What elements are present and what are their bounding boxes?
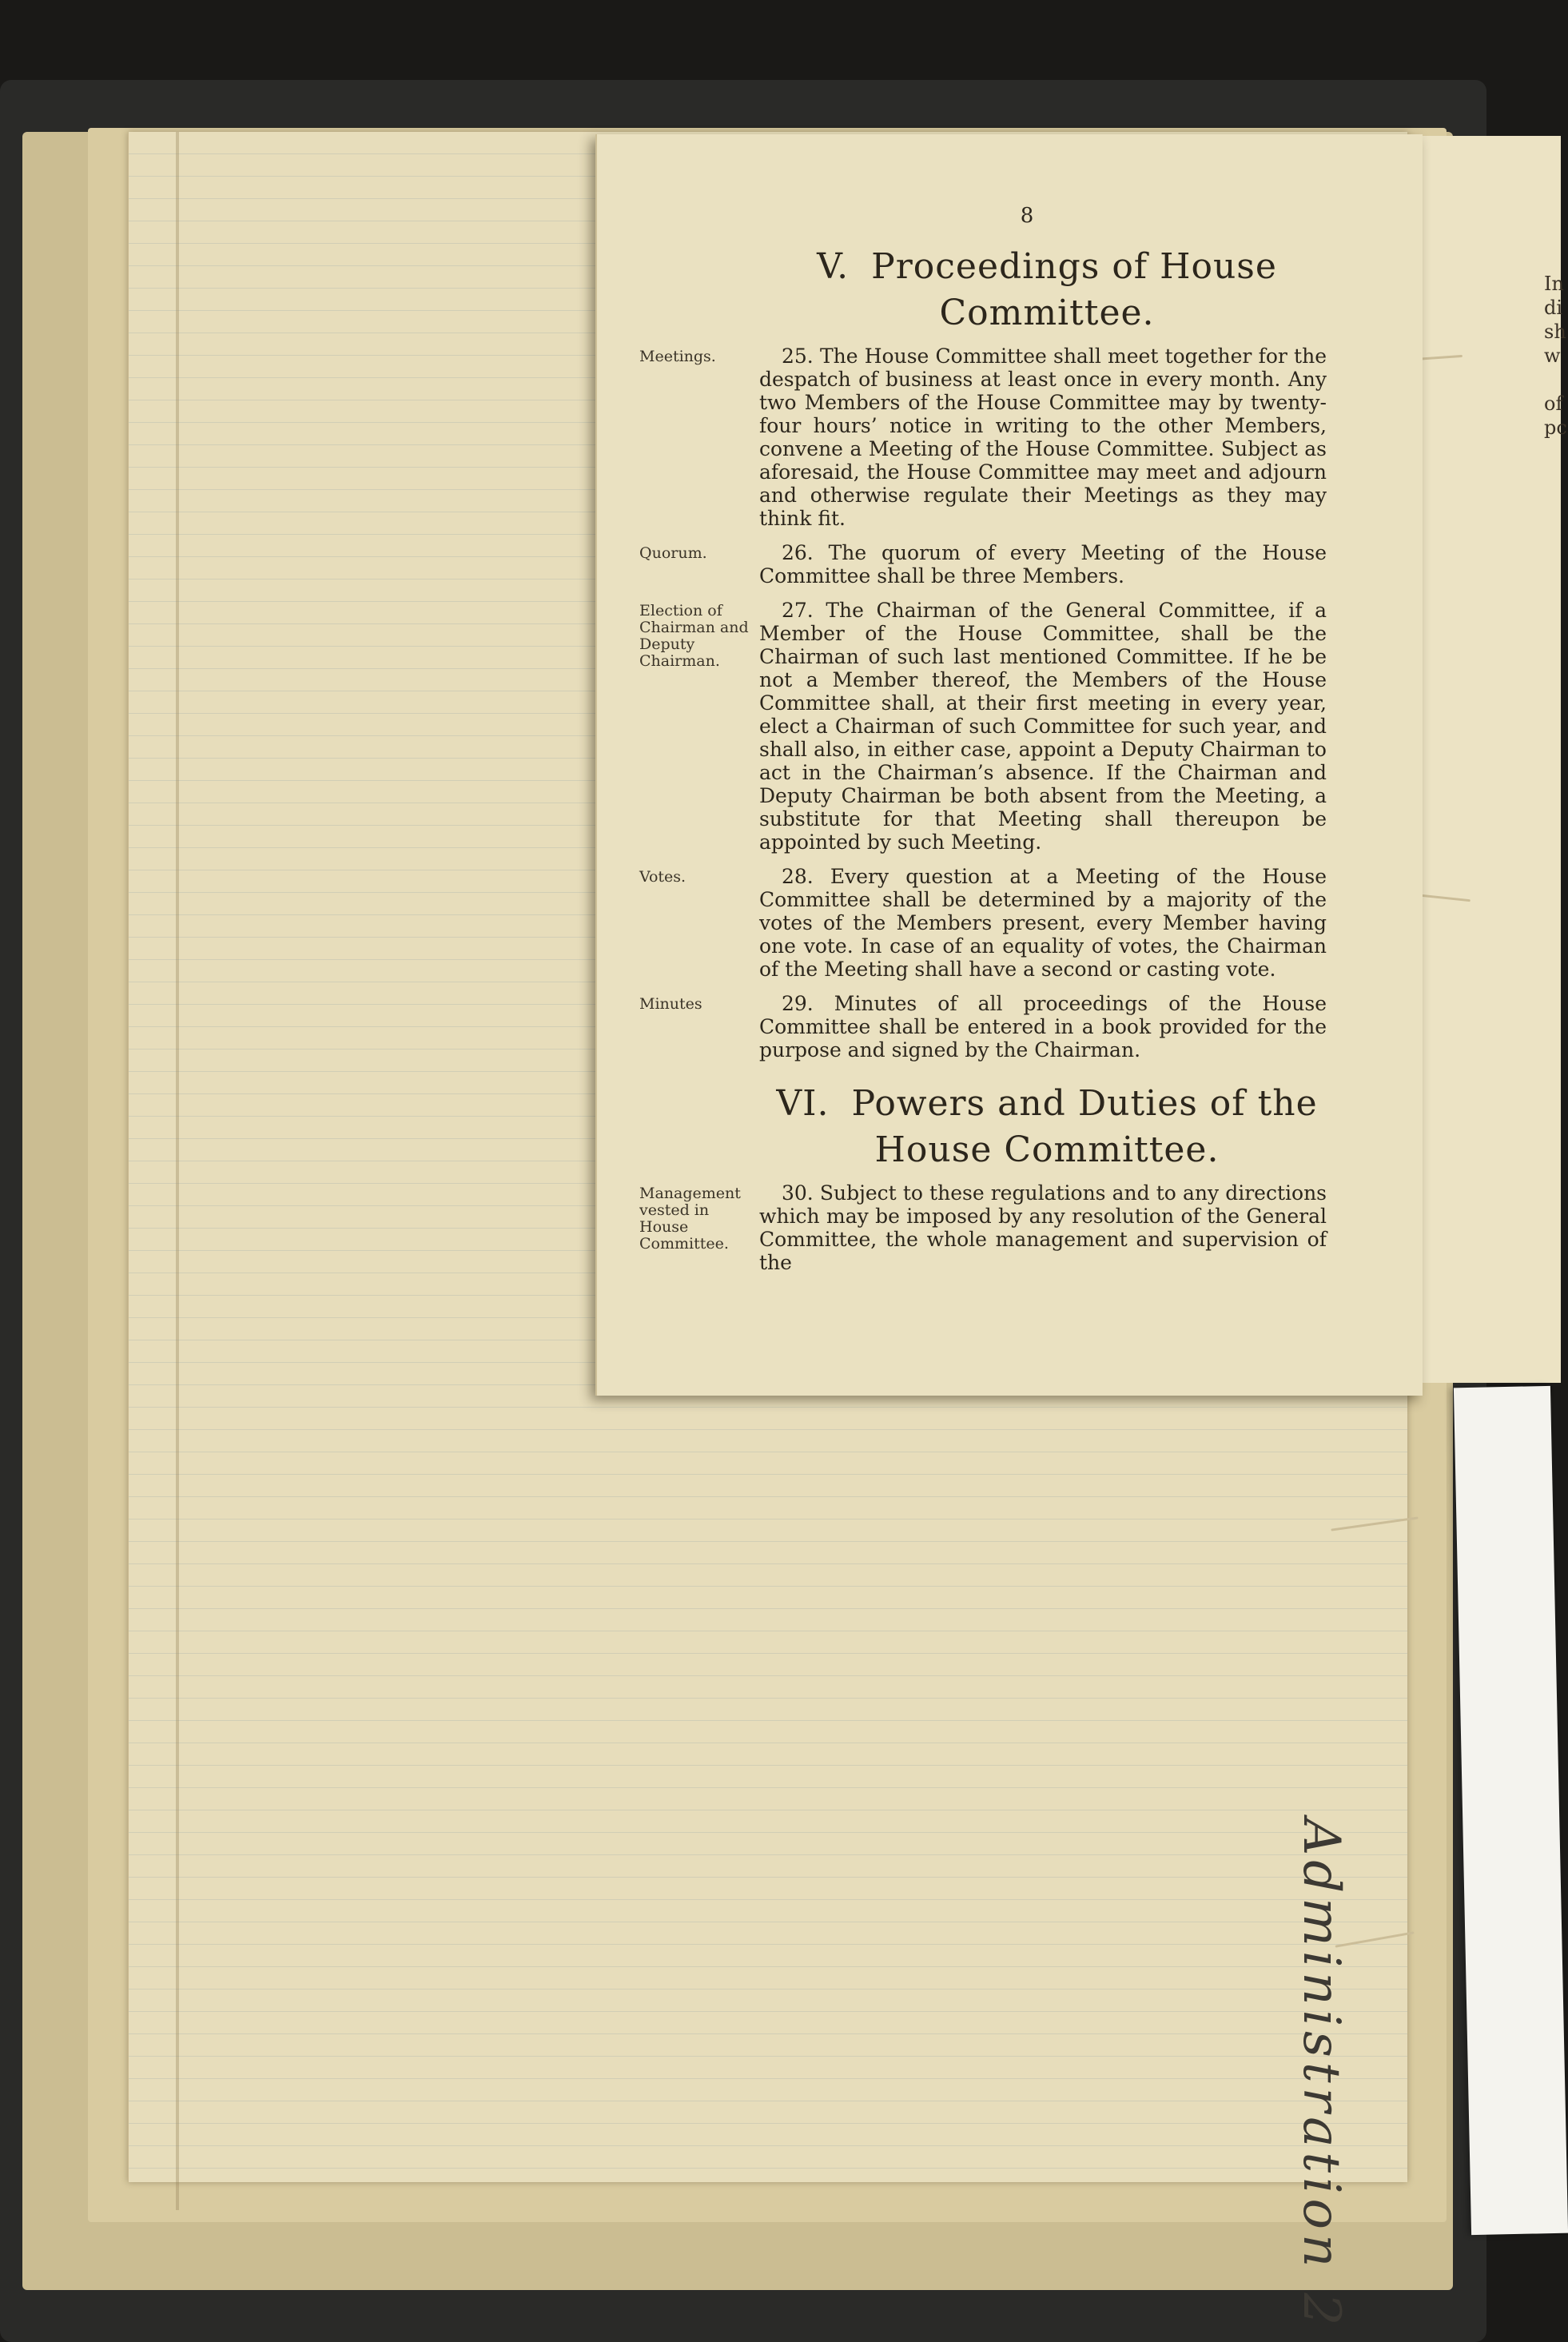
- paragraph-text: 29. Minutes of all proceedings of the House Committee shall be entered in a book provided for the purpose and signed by the Chairman.: [759, 992, 1327, 1061]
- section-title-line1: Powers and Duties of the: [851, 1083, 1318, 1124]
- section-title-line2: Committee.: [939, 293, 1155, 333]
- paragraph-text: 27. The Chairman of the General Committee, if a Member of the House Committee, shall be the Chairman of such last mentioned Committee. If he be not a Member thereof, the Members of the House Committee shall, at their first meeting in every year, elect a Chairman of such Committee for such year, and shall also, in either case, appoint a Deputy Chairman to act in the Chairman’s absence. If the Chairman and Deputy Chairman be both absent from the Meeting, a substitute for that Meeting shall thereupon be appointed by such Meeting.: [759, 599, 1327, 854]
- facing-page-line: w: [1544, 345, 1561, 367]
- margin-note: Meetings.: [639, 348, 716, 365]
- section-v: [639, 244, 1327, 1061]
- facing-page: [1421, 136, 1567, 1383]
- paragraph-block: [639, 345, 1327, 530]
- page-number: 8: [1020, 204, 1034, 228]
- section-heading: [639, 244, 1327, 337]
- facing-page-line: [1544, 368, 1559, 392]
- white-paper-slip: [1454, 1386, 1568, 2235]
- facing-page-text: [1544, 272, 1567, 440]
- paragraph-block: [639, 865, 1327, 981]
- pamphlet-content: [639, 204, 1327, 1285]
- paragraph-block: [639, 1181, 1327, 1274]
- margin-note: Votes.: [639, 868, 686, 886]
- paragraph-text: 26. The quorum of every Meeting of the House Committee shall be three Members.: [759, 541, 1327, 587]
- handwritten-annotation: Administration 2: [1291, 1818, 1351, 2331]
- paragraph-block: [639, 599, 1327, 854]
- facing-page-line: di: [1544, 297, 1563, 319]
- facing-page-line: of: [1544, 392, 1563, 415]
- paragraph-text: 30. Subject to these regulations and to any directions which may be imposed by any resolution of the General Committee, the whole management and supervision of the: [759, 1181, 1327, 1274]
- ledger-page-edge: [176, 132, 179, 2210]
- section-number: VI.: [776, 1083, 830, 1124]
- section-title-line2: House Committee.: [874, 1129, 1220, 1170]
- section-number: V.: [817, 246, 850, 287]
- margin-note: Minutes: [639, 995, 702, 1013]
- margin-note: Quorum.: [639, 544, 707, 562]
- facing-page-line: pc: [1544, 416, 1567, 439]
- paragraph-text: 28. Every question at a Meeting of the House Committee shall be determined by a majority of the votes of the Members present, every Member having one vote. In case of an equality of votes, the Chairman of the Meeting shall have a second or casting vote.: [759, 865, 1327, 981]
- facing-page-line: sh: [1544, 321, 1566, 343]
- facing-page-line: In: [1544, 273, 1564, 295]
- section-title-line1: Proceedings of House: [871, 246, 1277, 287]
- paragraph-block: [639, 541, 1327, 587]
- section-heading: [639, 1081, 1327, 1173]
- margin-note: Election of Chairman and Deputy Chairman.: [639, 602, 749, 670]
- paragraph-block: [639, 992, 1327, 1061]
- section-vi: [639, 1081, 1327, 1274]
- margin-note: Management vested in House Committee.: [639, 1185, 741, 1253]
- paragraph-text: 25. The House Committee shall meet together for the despatch of business at least once in every month. Any two Members of the House Committee may by twenty-four hours’ notice in writing to the other Members, convene a Meeting of the House Committee. Subject as aforesaid, the House Committee may meet and adjourn and otherwise regulate their Meetings as they may think fit.: [759, 345, 1327, 530]
